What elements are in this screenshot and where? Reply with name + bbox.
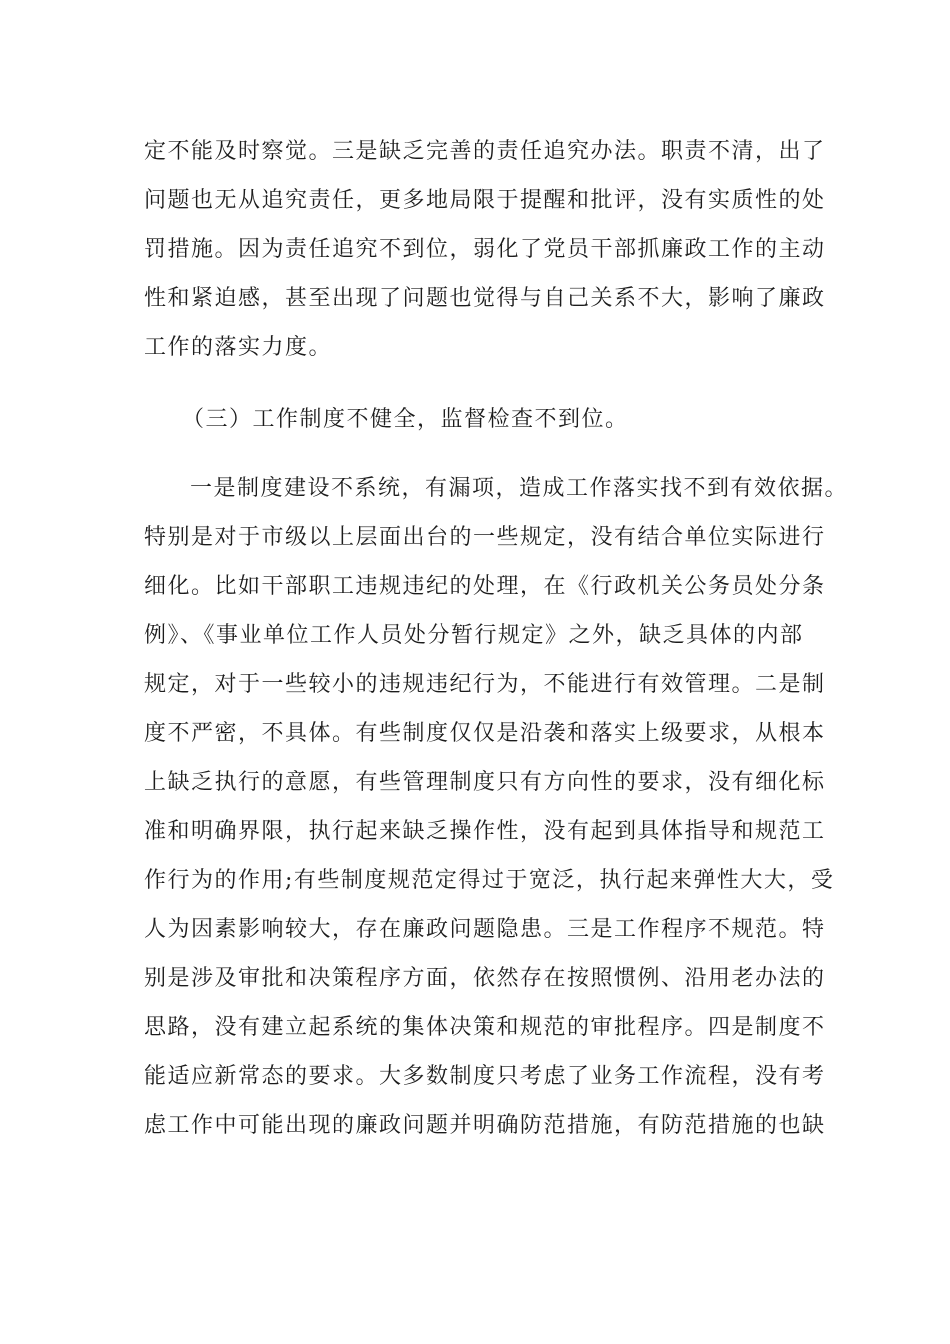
paragraph-line: 罚措施。因为责任追究不到位，弱化了党员干部抓廉政工作的主动 <box>144 237 826 262</box>
paragraph-line: 问题也无从追究责任，更多地局限于提醒和批评，没有实质性的处 <box>144 188 826 213</box>
paragraph-line: 例》、《事业单位工作人员处分暂行规定》之外，缺乏具体的内部 <box>144 623 804 648</box>
paragraph-line: 准和明确界限，执行起来缺乏操作性，没有起到具体指导和规范工 <box>144 819 826 844</box>
paragraph-line: 度不严密，不具体。有些制度仅仅是沿袭和落实上级要求，从根本 <box>144 721 826 746</box>
paragraph-line: 作行为的作用;有些制度规范定得过于宽泛，执行起来弹性大大，受 <box>144 868 835 893</box>
paragraph-line: 虑工作中可能出现的廉政问题并明确防范措施，有防范措施的也缺 <box>144 1113 826 1138</box>
paragraph-line: 别是涉及审批和决策程序方面，依然存在按照惯例、沿用老办法的 <box>144 966 826 991</box>
paragraph-line: 工作的落实力度。 <box>144 335 333 360</box>
paragraph-line: 一是制度建设不系统，有漏项，造成工作落实找不到有效依据。 <box>190 476 849 501</box>
paragraph-line: 规定，对于一些较小的违规违纪行为，不能进行有效管理。二是制 <box>144 672 826 697</box>
section-heading: （三）工作制度不健全，监督检查不到位。 <box>182 407 629 432</box>
paragraph-line: 定不能及时察觉。三是缺乏完善的责任追究办法。职责不清，出了 <box>144 139 826 164</box>
paragraph-line: 细化。比如干部职工违规违纪的处理，在《行政机关公务员处分条 <box>144 574 826 599</box>
paragraph-line: 性和紧迫感，甚至出现了问题也觉得与自己关系不大，影响了廉政 <box>144 286 826 311</box>
paragraph-line: 特别是对于市级以上层面出台的一些规定，没有结合单位实际进行 <box>144 525 826 550</box>
paragraph-line: 思路，没有建立起系统的集体决策和规范的审批程序。四是制度不 <box>144 1015 826 1040</box>
paragraph-line: 能适应新常态的要求。大多数制度只考虑了业务工作流程，没有考 <box>144 1064 826 1089</box>
paragraph-line: 人为因素影响较大，存在廉政问题隐患。三是工作程序不规范。特 <box>144 917 826 942</box>
paragraph-line: 上缺乏执行的意愿，有些管理制度只有方向性的要求，没有细化标 <box>144 770 826 795</box>
